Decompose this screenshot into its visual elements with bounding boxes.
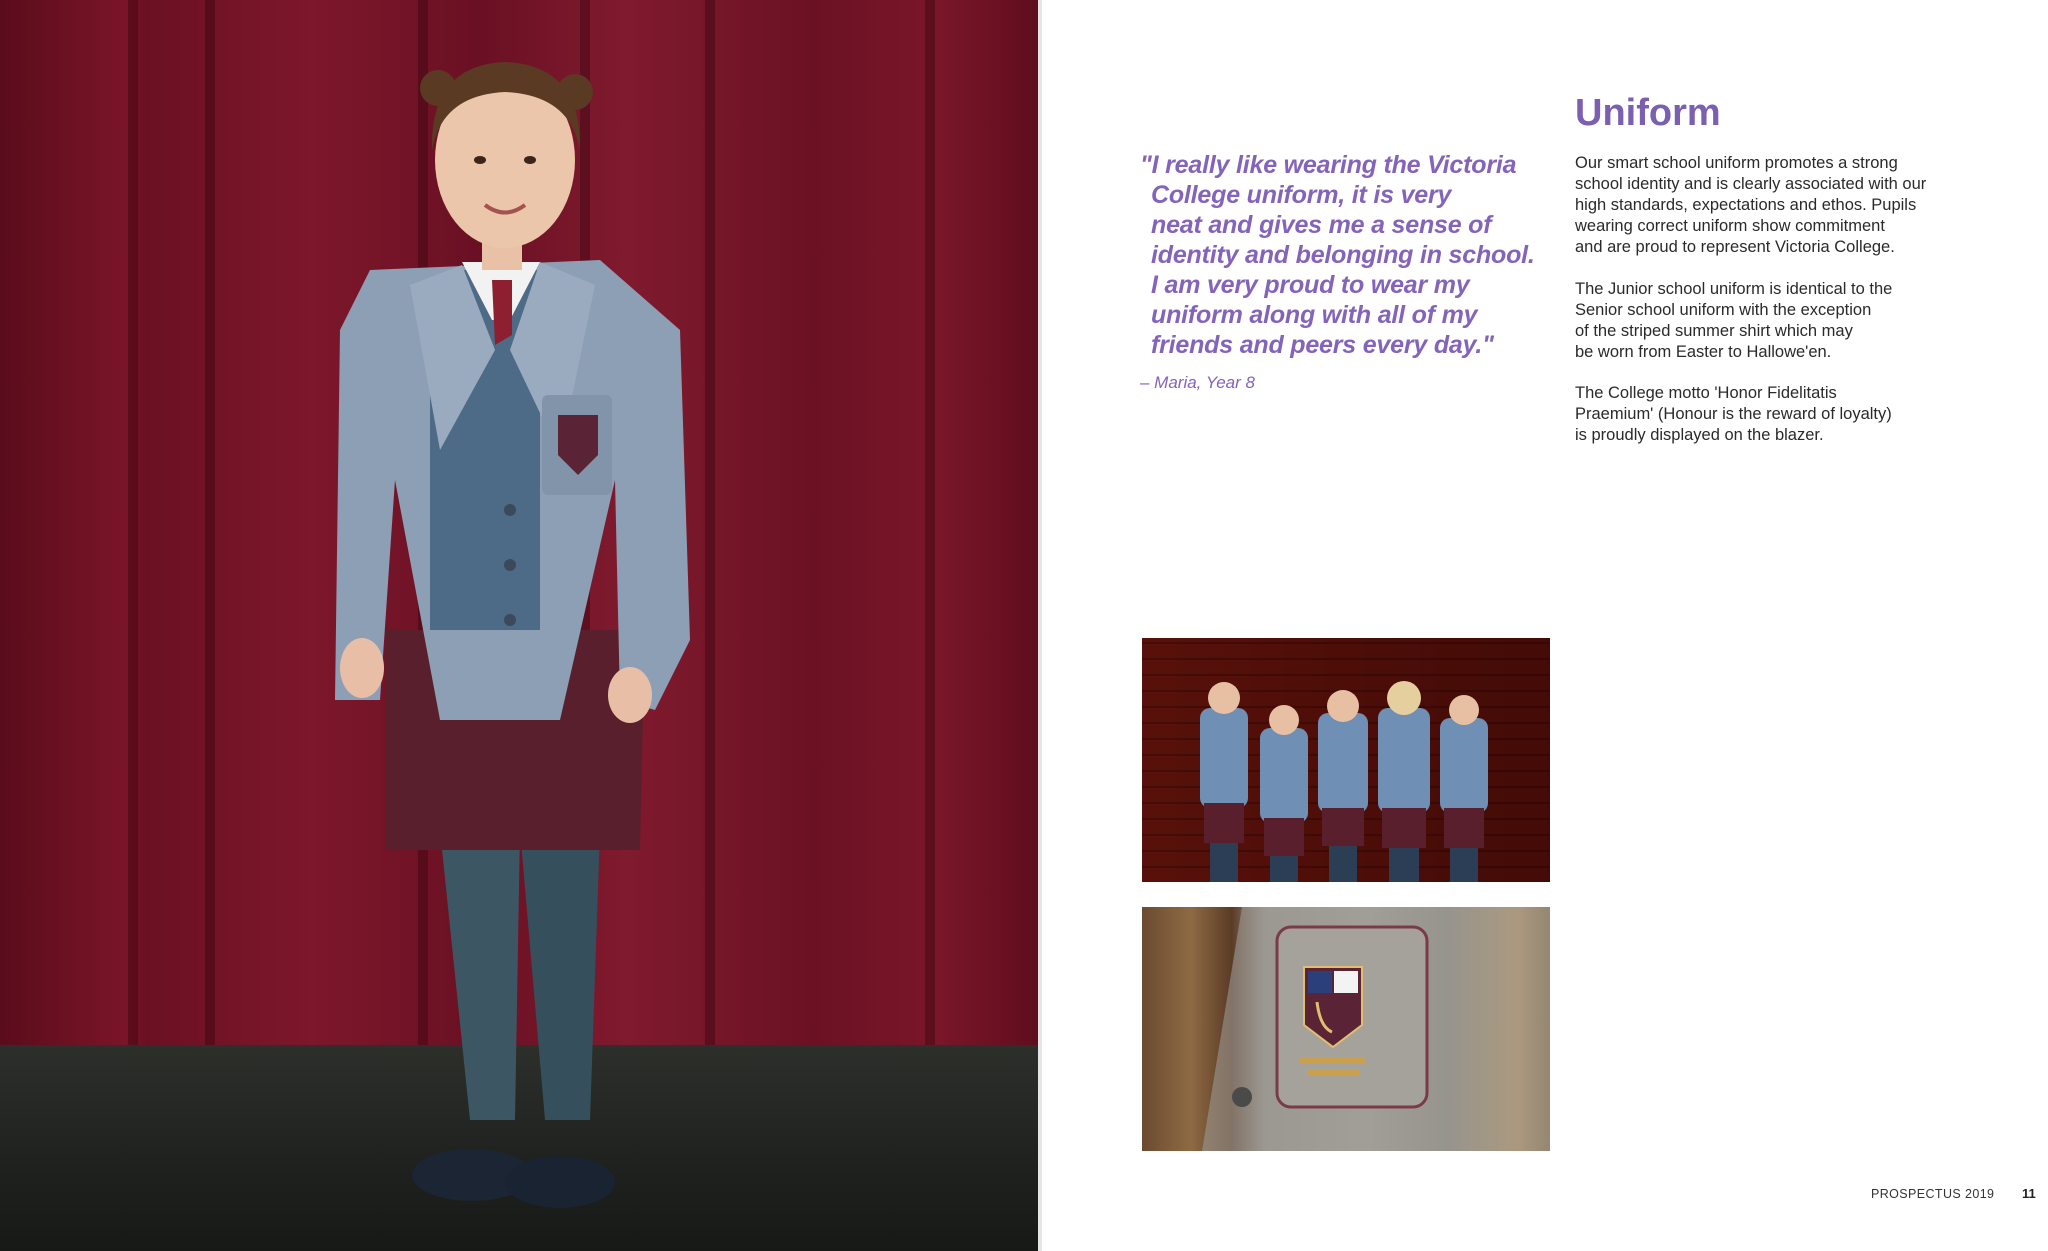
quote-line: neat and gives me a sense of xyxy=(1151,211,1492,239)
group-figures xyxy=(1142,638,1550,882)
body-paragraph-motto xyxy=(1575,383,1995,446)
body-line: Our smart school uniform promotes a strong xyxy=(1575,154,1898,172)
body-line: Senior school uniform with the exception xyxy=(1575,301,1872,319)
page-number: 11 xyxy=(2022,1186,2036,1201)
page-title: Uniform xyxy=(1575,92,1721,134)
footer-label: PROSPECTUS 2019 xyxy=(1871,1187,1995,1201)
quote-line: College uniform, it is very xyxy=(1151,181,1452,209)
quote-line: I am very proud to wear my xyxy=(1151,271,1470,299)
group-photo-brick-wall xyxy=(1142,638,1550,882)
body-paragraph-identity xyxy=(1575,153,1995,258)
body-paragraph-junior xyxy=(1575,279,1995,363)
body-line: Praemium' (Honour is the reward of loyalty) xyxy=(1575,405,1892,423)
body-line: high standards, expectations and ethos. Pupils xyxy=(1575,196,1917,214)
crest-detail xyxy=(1142,907,1550,1151)
quote-line: friends and peers every day." xyxy=(1151,331,1494,359)
body-line: wearing correct uniform show commitment xyxy=(1575,217,1885,235)
quote-attribution: – Maria, Year 8 xyxy=(1140,373,1255,392)
blazer-crest-closeup xyxy=(1142,907,1550,1151)
body-line: of the striped summer shirt which may xyxy=(1575,322,1853,340)
quote-line: "I really like wearing the Victoria xyxy=(1140,151,1517,179)
body-line: be worn from Easter to Hallowe'en. xyxy=(1575,343,1832,361)
pupil-quote xyxy=(1140,150,1550,360)
body-line: is proudly displayed on the blazer. xyxy=(1575,426,1824,444)
body-line: The Junior school uniform is identical to the xyxy=(1575,280,1893,298)
body-line: school identity and is clearly associated with our xyxy=(1575,175,1927,193)
body-line: and are proud to represent Victoria College. xyxy=(1575,238,1895,256)
quote-line: uniform along with all of my xyxy=(1151,301,1478,329)
quote-line: identity and belonging in school. xyxy=(1151,241,1535,269)
body-line: The College motto 'Honor Fidelitatis xyxy=(1575,384,1837,402)
